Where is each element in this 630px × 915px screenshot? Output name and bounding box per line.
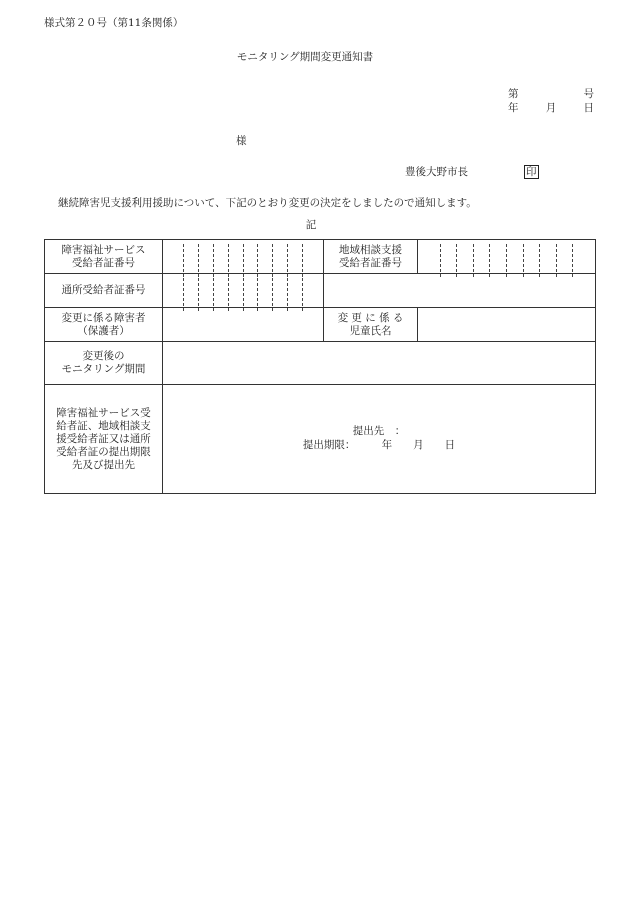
seal-stamp: 印 bbox=[526, 166, 537, 178]
submission-label: 障害福祉サービス受 給者証、地域相談支 援受給者証又は通所 受給者証の提出期限 先及び提出先 bbox=[45, 385, 163, 494]
table-row bbox=[45, 274, 596, 308]
issuer-name: 豊後大野市長 bbox=[405, 166, 468, 178]
intro-text: 継続障害児支援利用援助について、下記のとおり変更の決定をしましたので通知します。 bbox=[58, 197, 477, 209]
month-label: 月 bbox=[545, 102, 557, 114]
table-row bbox=[45, 240, 596, 274]
new-period-field[interactable] bbox=[163, 342, 596, 385]
table-row bbox=[45, 308, 596, 342]
document-title: モニタリング期間変更通知書 bbox=[236, 51, 374, 63]
consult-recipient-number-field[interactable] bbox=[418, 240, 596, 274]
blank-cell bbox=[324, 274, 596, 308]
svc-recipient-number-field[interactable] bbox=[163, 240, 324, 274]
svc-recipient-number-label: 障害福祉サービス 受給者証番号 bbox=[45, 240, 163, 274]
deadline-label: 提出期限： 年 月 日 bbox=[302, 439, 456, 451]
commute-recipient-number-field[interactable] bbox=[163, 274, 324, 308]
table-row bbox=[45, 342, 596, 385]
guardian-label: 変更に係る障害者 （保護者） bbox=[45, 308, 163, 342]
notice-table bbox=[44, 239, 596, 494]
go-label: 号 bbox=[583, 88, 594, 100]
form-number: 様式第２０号（第11条関係） bbox=[44, 17, 184, 29]
consult-recipient-number-label: 地域相談支援 受給者証番号 bbox=[324, 240, 418, 274]
guardian-field[interactable] bbox=[163, 308, 324, 342]
dai-label: 第 bbox=[508, 88, 519, 100]
child-name-label: 変 更 に 係 る 児童氏名 bbox=[324, 308, 418, 342]
table-row bbox=[45, 385, 596, 494]
submission-field[interactable] bbox=[163, 385, 596, 494]
commute-recipient-number-label: 通所受給者証番号 bbox=[45, 274, 163, 308]
recipient-suffix: 様 bbox=[236, 135, 247, 147]
new-period-label: 変更後の モニタリング期間 bbox=[45, 342, 163, 385]
submit-to-label: 提出先 ： bbox=[352, 425, 406, 437]
number-date-block bbox=[508, 88, 594, 116]
year-label: 年 bbox=[508, 102, 519, 114]
ki-heading: 記 bbox=[305, 219, 317, 231]
child-name-field[interactable] bbox=[418, 308, 596, 342]
day-label: 日 bbox=[583, 102, 594, 114]
